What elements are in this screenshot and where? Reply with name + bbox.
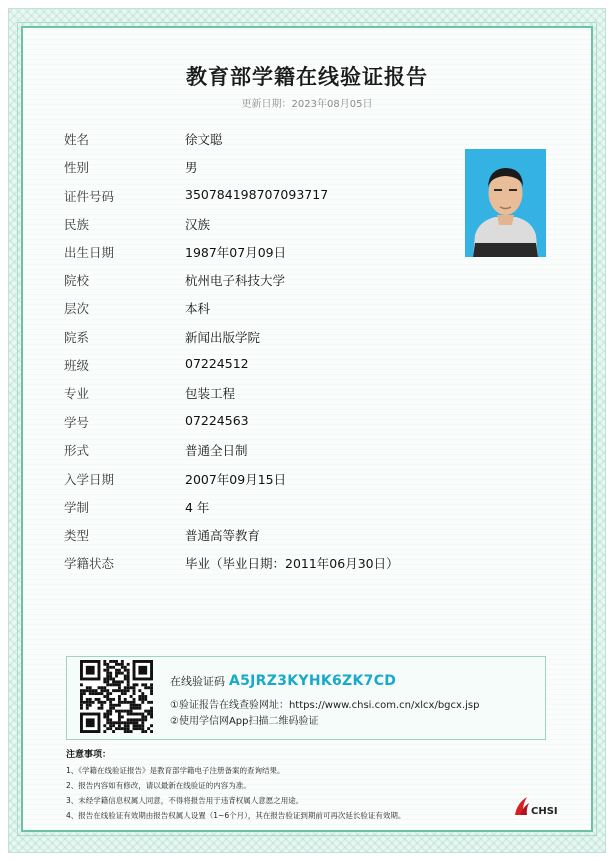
- notice-item: 3、未经学籍信息权属人同意，不得将报告用于违背权属人意愿之用途。: [66, 796, 304, 805]
- field-value: 07224512: [185, 356, 249, 371]
- field-value: 汉族: [185, 217, 211, 232]
- field-label: 学号: [64, 415, 90, 430]
- field-label: 层次: [64, 301, 90, 316]
- field-label: 民族: [64, 217, 90, 232]
- field-value: 2007年09月15日: [185, 472, 287, 487]
- field-label: 出生日期: [64, 245, 115, 260]
- field-label: 性别: [64, 160, 90, 175]
- field-value: 杭州电子科技大学: [185, 273, 286, 288]
- chsi-logo-text: CHSI: [531, 806, 558, 817]
- notice-item: 4、报告在线验证有效期由报告权属人设置（1~6个月），其在报告验证到期前可再次延长验证有效期。: [66, 811, 406, 820]
- field-value: 男: [185, 160, 198, 175]
- qr-code: [80, 660, 153, 733]
- notice-item: 1、《学籍在线验证报告》是教育部学籍电子注册备案的查询结果。: [66, 766, 285, 775]
- field-value: 包装工程: [185, 386, 236, 401]
- field-label: 学制: [64, 500, 90, 515]
- field-value: 毕业（毕业日期：2011年06月30日）: [185, 556, 399, 571]
- field-label: 形式: [64, 443, 90, 458]
- field-label: 班级: [64, 358, 90, 373]
- field-value: 普通高等教育: [185, 528, 261, 543]
- field-label: 院系: [64, 330, 90, 345]
- verification-code-label: 在线验证码: [170, 675, 225, 688]
- report-title: 教育部学籍在线验证报告: [186, 65, 428, 89]
- field-label: 证件号码: [64, 189, 115, 204]
- field-label: 类型: [64, 528, 90, 543]
- field-label: 专业: [64, 386, 90, 401]
- verification-app-line: ②使用学信网App扫描二维码验证: [170, 716, 319, 727]
- field-value: 07224563: [185, 413, 249, 428]
- field-value: 1987年07月09日: [185, 245, 287, 260]
- field-label: 院校: [64, 273, 90, 288]
- field-label: 入学日期: [64, 472, 115, 487]
- field-value: 本科: [185, 301, 211, 316]
- student-photo: [465, 149, 546, 257]
- field-value: 新闻出版学院: [185, 330, 261, 345]
- verification-code-line: [170, 673, 396, 689]
- field-value: 4 年: [185, 500, 210, 515]
- verification-url-line: ①验证报告在线查验网址：https://www.chsi.com.cn/xlcx/bgcx.jsp: [170, 700, 480, 711]
- field-value: 徐文聪: [185, 132, 223, 147]
- verification-code: A5JRZ3KYHK6ZK7CD: [229, 673, 397, 689]
- notice-title: 注意事项：: [66, 750, 112, 760]
- field-value: 普通全日制: [185, 443, 248, 458]
- field-label: 姓名: [64, 132, 90, 147]
- notice-item: 2、报告内容如有修改，请以最新在线验证的内容为准。: [66, 781, 251, 790]
- field-value: 350784198707093717: [185, 187, 329, 202]
- update-date: 更新日期：2023年08月05日: [241, 99, 373, 110]
- field-label: 学籍状态: [64, 556, 115, 571]
